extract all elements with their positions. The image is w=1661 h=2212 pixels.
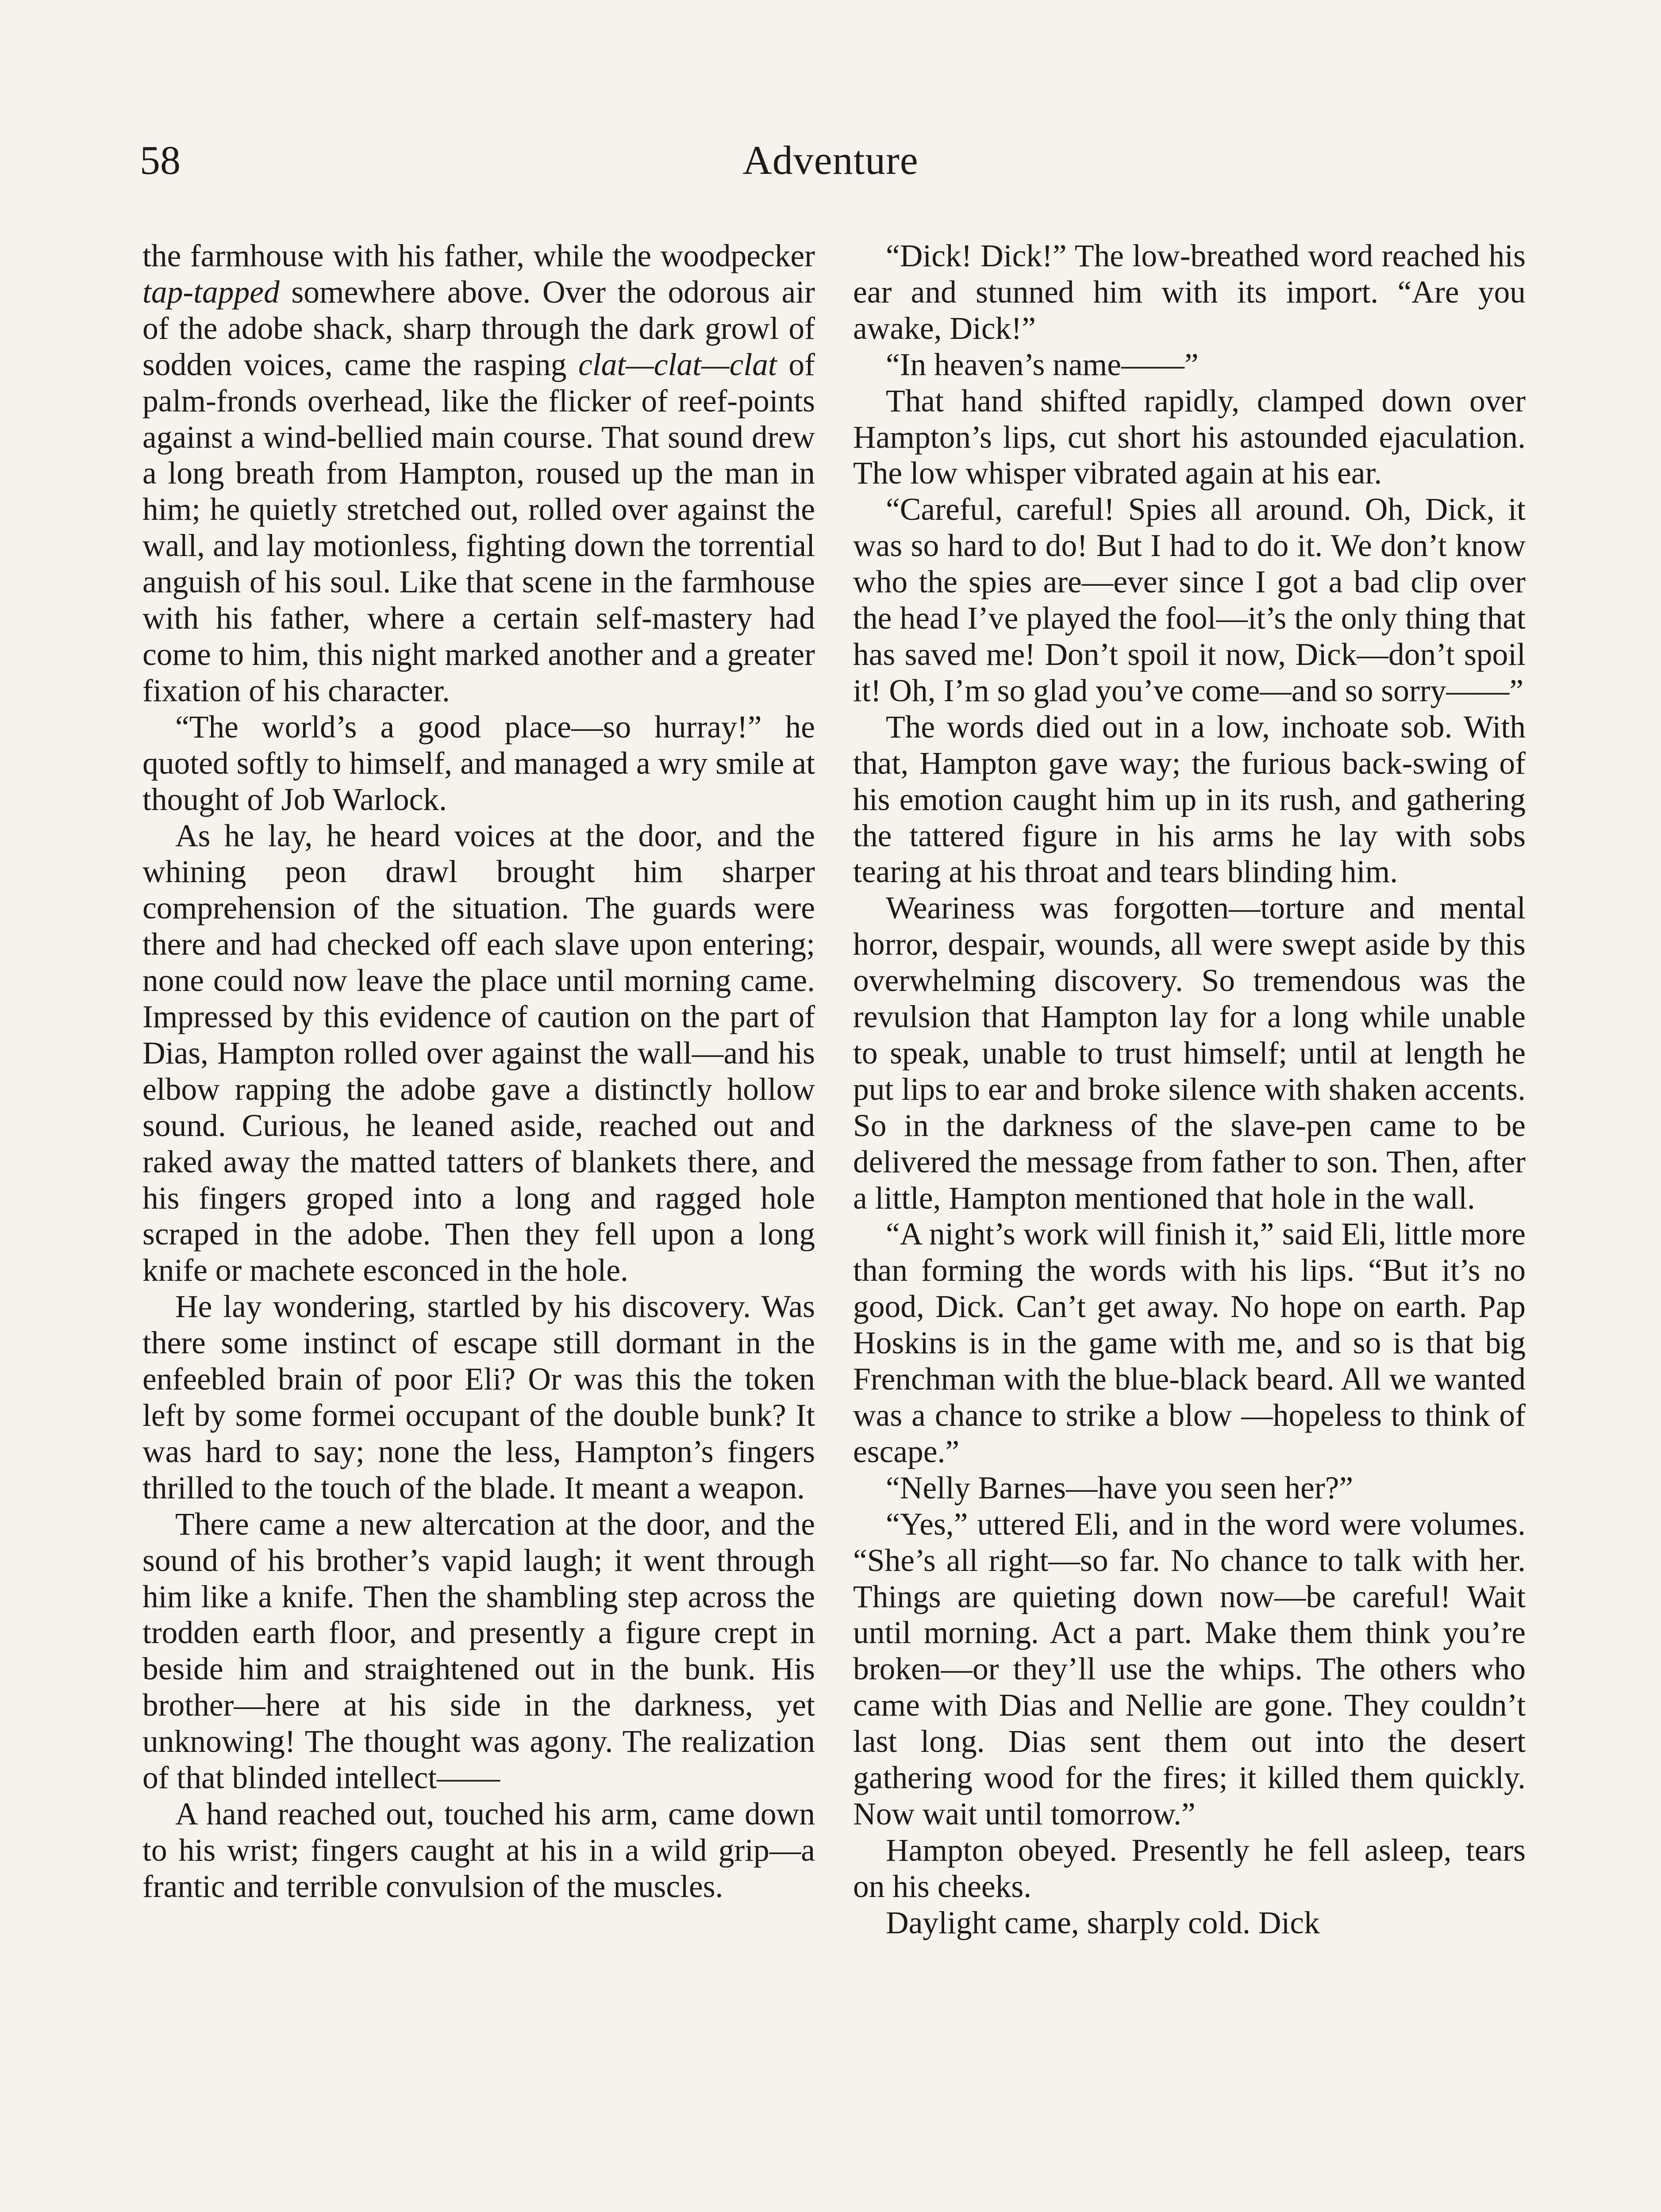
paragraph-text: Weariness was forgotten—torture and mental horror, despair, wounds, all were swept aside by this overwhelming discovery. So tremendous was the revulsion that Hampton lay for a long while unable to speak, unable to trust himself; until at length he put lips to ear and broke silence with shaken accents. So in the darkness of the slave-pen came to be delivered the message from father to son. Then, after a little, Hampton mentioned that hole in the wall. [853, 891, 1526, 1216]
article-paragraph [142, 1506, 815, 1796]
article-paragraph [853, 238, 1526, 347]
article-paragraph [853, 347, 1526, 383]
running-title: Adventure [742, 138, 919, 183]
article-paragraph [142, 709, 815, 818]
paragraph-text: somewhere above. Over the odorous air of the adobe shack, sharp through the dark growl of sodden voices, came the rasping [142, 274, 815, 382]
article-paragraph [853, 492, 1526, 709]
paragraph-text: “A night’s work will finish it,” said Eli, little more than forming the words with his lips. “But it’s no good, Dick. Can’t get away. No hope on earth. Pap Hoskins is in the game with me, and so is that big Frenchman with the blue-black beard. All we wanted was a chance to strike a blow —hopeless to think of escape.” [853, 1217, 1526, 1469]
emphasized-text: clat—clat—clat [578, 347, 777, 382]
paragraph-text: There came a new altercation at the door, and the sound of his brother’s vapid laugh; it went through him like a knife. Then the shambling step across the trodden earth floor, and presently a figure crept in beside him and straightened out in the bunk. His brother—here at his side in the darkness, yet unknowing! The thought was agony. The realization of that blinded intellect—— [142, 1506, 815, 1796]
paragraph-text: As he lay, he heard voices at the door, and the whining peon drawl brought him sharper comprehension of the situation. The guards were there and had checked off each slave upon entering; none could now leave the place until morning came. Impressed by this evidence of caution on the part of Dias, Hampton rolled over against the wall—and his elbow rapping the adobe gave a distinctly hollow sound. Curious, he leaned aside, reached out and raked away the matted tatters of blankets there, and his fingers groped into a long and ragged hole scraped in the adobe. Then they fell upon a long knife or machete esconced in the hole. [142, 818, 815, 1288]
paragraph-text: Hampton obeyed. Presently he fell asleep, tears on his cheeks. [853, 1832, 1526, 1904]
paragraph-text: “Careful, careful! Spies all around. Oh, Dick, it was so hard to do! But I had to do it. We don’t know who the spies are—ever since I got a bad clip over the head I’ve played the fool—it’s the only thing that has saved me! Don’t spoil it now, Dick—don’t spoil it! Oh, I’m so glad you’ve come—and so sorry——” [853, 492, 1526, 708]
article-paragraph [142, 1289, 815, 1506]
paragraph-text: “The world’s a good place—so hurray!” he quoted softly to himself, and managed a wry smile at thought of Job Warlock. [142, 709, 815, 817]
paragraph-text: “In heaven’s name——” [886, 347, 1199, 382]
left-column [142, 238, 815, 1905]
article-paragraph [142, 818, 815, 1289]
article-paragraph [853, 1506, 1526, 1832]
article-paragraph [853, 1216, 1526, 1470]
page-number: 58 [140, 138, 181, 183]
paragraph-text: The words died out in a low, inchoate sob. With that, Hampton gave way; the furious back-swing of his emotion caught him up in its rush, and gathering the tattered figure in his arms he lay with sobs tearing at his throat and tears blinding him. [853, 709, 1526, 890]
paragraph-text: Daylight came, sharply cold. Dick [886, 1905, 1320, 1940]
article-paragraph [853, 1470, 1526, 1506]
paragraph-text: He lay wondering, startled by his discovery. Was there some instinct of escape still dormant in the enfeebled brain of poor Eli? Or was this the token left by some formei occupant of the double bunk? It was hard to say; none the less, Hampton’s fingers thrilled to the touch of the blade. It meant a weapon. [142, 1289, 815, 1505]
emphasized-text: tap-tapped [142, 274, 280, 310]
article-paragraph [853, 709, 1526, 891]
article-paragraph [853, 1905, 1526, 1941]
paragraph-text: the farmhouse with his father, while the woodpecker [142, 238, 815, 273]
right-column [853, 238, 1526, 1941]
paragraph-text: That hand shifted rapidly, clamped down over Hampton’s lips, cut short his astounded ejaculation. The low whisper vibrated again at his ear. [853, 383, 1526, 491]
paragraph-text: “Dick! Dick!” The low-breathed word reached his ear and stunned him with its import. “Are you awake, Dick!” [853, 238, 1526, 346]
article-paragraph [142, 238, 815, 709]
paragraph-text: “Nelly Barnes—have you seen her?” [886, 1470, 1353, 1505]
paragraph-text: of palm-fronds overhead, like the flicker of reef-points against a wind-bellied main course. That sound drew a long breath from Hampton, roused up the man in him; he quietly stretched out, rolled over against the wall, and lay motionless, fighting down the torrential anguish of his soul. Like that scene in the farmhouse with his father, where a certain self-mastery had come to him, this night marked another and a greater fixation of his character. [142, 347, 815, 708]
article-paragraph [853, 1832, 1526, 1905]
article-paragraph [853, 383, 1526, 492]
paragraph-text: “Yes,” uttered Eli, and in the word were volumes. “She’s all right—so far. No chance to talk with her. Things are quieting down now—be careful! Wait until morning. Act a part. Make them think you’re broken—or they’ll use the whips. The others who came with Dias and Nellie are gone. They couldn’t last long. Dias sent them out into the desert gathering wood for the fires; it killed them quickly. Now wait until tomorrow.” [853, 1506, 1526, 1832]
article-paragraph [853, 890, 1526, 1216]
paragraph-text: A hand reached out, touched his arm, came down to his wrist; fingers caught at his in a wild grip—a frantic and terrible convulsion of the muscles. [142, 1796, 815, 1904]
article-paragraph [142, 1796, 815, 1905]
